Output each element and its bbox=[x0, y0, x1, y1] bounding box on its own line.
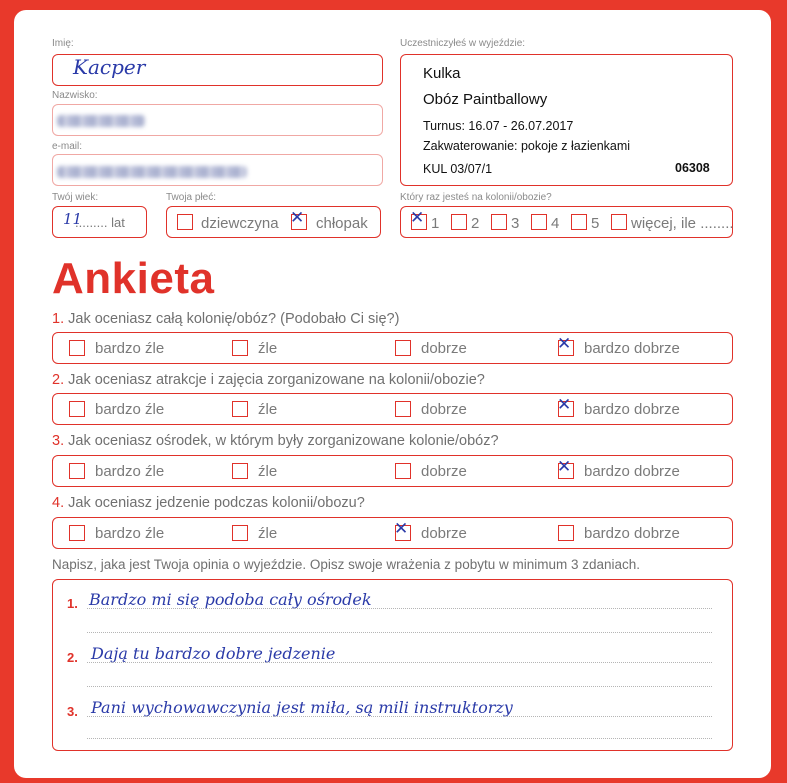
times-option-1: 1 bbox=[431, 215, 440, 232]
q3-option-very-bad: bardzo źle bbox=[95, 463, 165, 480]
survey-title: Ankieta bbox=[52, 254, 215, 303]
check-mark-icon: ✕ bbox=[290, 208, 305, 228]
age-label: Twój wiek: bbox=[52, 192, 99, 203]
gender-checkbox-girl[interactable] bbox=[177, 214, 193, 230]
gender-option-boy: chłopak bbox=[316, 215, 368, 232]
times-checkbox-1[interactable] bbox=[410, 208, 427, 230]
stamp-turnus: Turnus: 16.07 - 26.07.2017 bbox=[423, 119, 574, 133]
surname-field[interactable] bbox=[52, 104, 383, 136]
question-text: Jak oceniasz ośrodek, w którym były zorganizowane kolonie/obóz? bbox=[68, 433, 499, 449]
q4-checkbox-very-bad[interactable] bbox=[69, 525, 85, 541]
check-mark-icon: ✕ bbox=[557, 395, 572, 415]
q4-option-good: dobrze bbox=[421, 525, 467, 542]
q1-checkbox-good[interactable] bbox=[395, 340, 411, 356]
q2-checkbox-very-bad[interactable] bbox=[69, 401, 85, 417]
q1-option-very-good: bardzo dobrze bbox=[584, 340, 680, 357]
opinion-box[interactable] bbox=[52, 579, 733, 751]
redacted-email bbox=[57, 166, 247, 178]
name-field[interactable] bbox=[52, 54, 383, 86]
name-value: Kacper bbox=[73, 55, 146, 79]
q2-option-very-good: bardzo dobrze bbox=[584, 401, 680, 418]
q1-checkbox-very-bad[interactable] bbox=[69, 340, 85, 356]
times-label: Który raz jesteś na kolonii/obozie? bbox=[400, 192, 552, 203]
question-2 bbox=[52, 372, 485, 388]
times-field bbox=[400, 206, 733, 238]
name-label: Imię: bbox=[52, 38, 74, 49]
answer-1-number: 1. bbox=[67, 596, 78, 611]
gender-option-girl: dziewczyna bbox=[201, 215, 279, 232]
q3-option-bad: źle bbox=[258, 463, 278, 480]
question-number: 2. bbox=[52, 372, 65, 388]
answer-line bbox=[87, 686, 712, 687]
q1-option-bad: źle bbox=[258, 340, 278, 357]
q4-option-very-good: bardzo dobrze bbox=[584, 525, 680, 542]
check-mark-icon: ✕ bbox=[557, 334, 572, 354]
q2-checkbox-very-good[interactable] bbox=[557, 395, 574, 417]
question-4 bbox=[52, 495, 365, 511]
q3-checkbox-very-good[interactable] bbox=[557, 457, 574, 479]
times-checkbox-5[interactable] bbox=[571, 214, 587, 230]
answer-2-number: 2. bbox=[67, 650, 78, 665]
age-suffix: ......... lat bbox=[75, 215, 125, 230]
q3-option-good: dobrze bbox=[421, 463, 467, 480]
q2-checkbox-bad[interactable] bbox=[232, 401, 248, 417]
trip-label: Uczestniczyłeś w wyjeździe: bbox=[400, 38, 526, 49]
q4-checkbox-good[interactable] bbox=[394, 519, 411, 541]
gender-field bbox=[166, 206, 381, 238]
q3-checkbox-bad[interactable] bbox=[232, 463, 248, 479]
q2-checkbox-good[interactable] bbox=[395, 401, 411, 417]
age-field[interactable] bbox=[52, 206, 147, 238]
question-number: 4. bbox=[52, 495, 65, 511]
answer-line bbox=[87, 662, 712, 663]
question-4-options bbox=[52, 517, 733, 549]
answer-2-text: Dają tu bardzo dobre jedzenie bbox=[91, 644, 336, 663]
q4-option-very-bad: bardzo źle bbox=[95, 525, 165, 542]
q2-option-very-bad: bardzo źle bbox=[95, 401, 165, 418]
q3-checkbox-very-bad[interactable] bbox=[69, 463, 85, 479]
answer-3-number: 3. bbox=[67, 704, 78, 719]
gender-label: Twoja płeć: bbox=[166, 192, 217, 203]
gender-checkbox-boy[interactable] bbox=[290, 208, 307, 230]
q1-option-good: dobrze bbox=[421, 340, 467, 357]
age-value: 11 bbox=[63, 210, 83, 228]
question-number: 3. bbox=[52, 433, 65, 449]
times-checkbox-2[interactable] bbox=[451, 214, 467, 230]
stamp-accommodation: Zakwaterowanie: pokoje z łazienkami bbox=[423, 139, 631, 153]
surname-label: Nazwisko: bbox=[52, 90, 98, 101]
stamp-code: KUL 03/07/1 bbox=[423, 162, 493, 176]
question-3-options bbox=[52, 455, 733, 487]
answer-line bbox=[87, 738, 712, 739]
times-checkbox-4[interactable] bbox=[531, 214, 547, 230]
times-option-5: 5 bbox=[591, 215, 600, 232]
q1-checkbox-very-good[interactable] bbox=[557, 334, 574, 356]
question-2-options bbox=[52, 393, 733, 425]
times-checkbox-more[interactable] bbox=[611, 214, 627, 230]
times-checkbox-3[interactable] bbox=[491, 214, 507, 230]
stamp-line2: Obóz Paintballowy bbox=[423, 91, 548, 108]
email-label: e-mail: bbox=[52, 141, 83, 152]
q4-checkbox-very-good[interactable] bbox=[558, 525, 574, 541]
redacted-surname bbox=[57, 115, 145, 127]
times-option-2: 2 bbox=[471, 215, 480, 232]
check-mark-icon: ✕ bbox=[557, 457, 572, 477]
answer-line bbox=[87, 608, 712, 609]
times-option-3: 3 bbox=[511, 215, 520, 232]
times-option-more: więcej, ile ........ bbox=[631, 215, 734, 232]
q2-option-good: dobrze bbox=[421, 401, 467, 418]
question-1 bbox=[52, 311, 399, 327]
stamp-line1: Kulka bbox=[423, 65, 461, 82]
question-1-options bbox=[52, 332, 733, 364]
q2-option-bad: źle bbox=[258, 401, 278, 418]
answer-line bbox=[87, 716, 712, 717]
q3-option-very-good: bardzo dobrze bbox=[584, 463, 680, 480]
question-number: 1. bbox=[52, 311, 65, 327]
question-3 bbox=[52, 433, 499, 449]
trip-box bbox=[400, 54, 733, 186]
q1-checkbox-bad[interactable] bbox=[232, 340, 248, 356]
stamp-number: 06308 bbox=[675, 161, 710, 175]
check-mark-icon: ✕ bbox=[410, 208, 425, 228]
email-field[interactable] bbox=[52, 154, 383, 186]
opinion-prompt: Napisz, jaka jest Twoja opinia o wyjeździe. Opisz swoje wrażenia z pobytu w minimum 3 zdaniach. bbox=[52, 557, 641, 572]
question-text: Jak oceniasz jedzenie podczas kolonii/obozu? bbox=[68, 495, 365, 511]
answer-3-text: Pani wychowawczynia jest miła, są mili instruktorzy bbox=[91, 698, 513, 717]
q1-option-very-bad: bardzo źle bbox=[95, 340, 165, 357]
check-mark-icon: ✕ bbox=[394, 519, 409, 539]
times-option-4: 4 bbox=[551, 215, 560, 232]
q3-checkbox-good[interactable] bbox=[395, 463, 411, 479]
question-text: Jak oceniasz całą kolonię/obóz? (Podobało Ci się?) bbox=[68, 311, 400, 327]
answer-1-text: Bardzo mi się podoba cały ośrodek bbox=[89, 590, 372, 609]
q4-checkbox-bad[interactable] bbox=[232, 525, 248, 541]
question-text: Jak oceniasz atrakcje i zajęcia zorganizowane na kolonii/obozie? bbox=[68, 372, 485, 388]
q4-option-bad: źle bbox=[258, 525, 278, 542]
answer-line bbox=[87, 632, 712, 633]
